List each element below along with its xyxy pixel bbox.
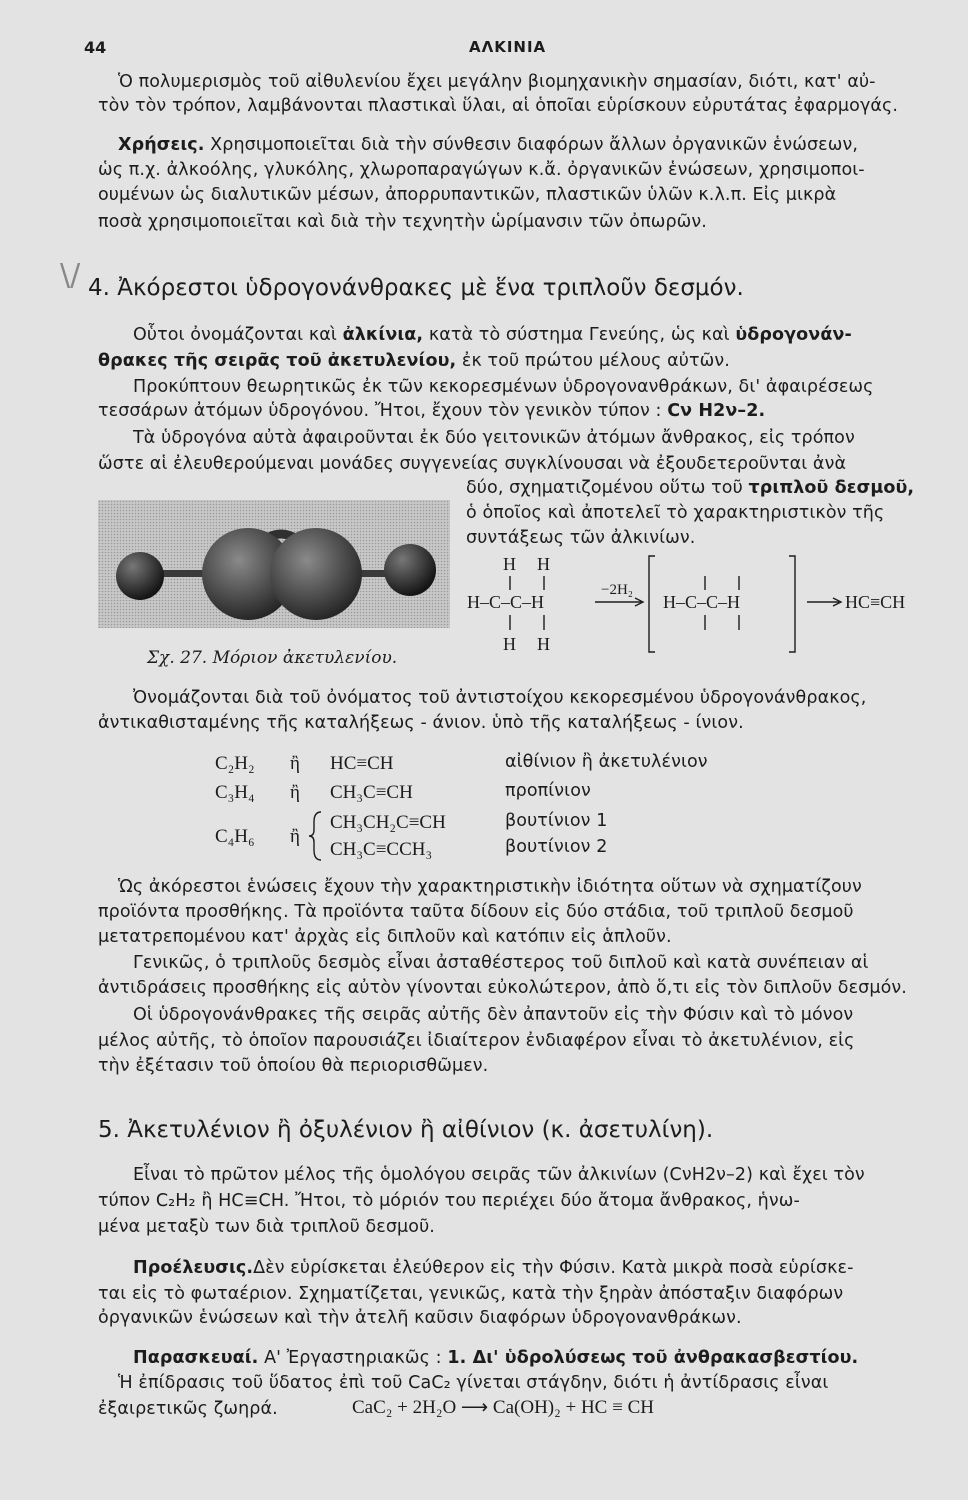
preparation-line-1: [133, 1348, 858, 1368]
compound-2-formula: C₃H₄: [215, 782, 255, 803]
section-4-line-8: ὁ ὁποῖος καὶ ἀποτελεῖ τὸ χαρακτηριστικὸν τῆς: [466, 503, 885, 523]
properties-line-1: Ὡς ἀκόρεστοι ἑνώσεις ἔχουν τὴν χαρακτηριστικὴν ἰδιότητα οὕτων νὰ σχηματίζουν: [118, 877, 862, 897]
h-top-2: H: [537, 554, 550, 574]
s4-l1-b: ἀλκίνια,: [342, 325, 424, 345]
margin-mark: \/: [60, 258, 81, 293]
properties-line-7: μέλος αὐτῆς, τὸ ὁποῖον παρουσιάζει ἰδιαίτερον ἐνδιαφέρον εἶναι τὸ ἀκετυλένιον, εἰς: [98, 1031, 855, 1051]
compound-4-name: βουτίνιον 2: [505, 837, 608, 857]
origin-line-3: ὀργανικῶν ἑνώσεων καὶ τὴν ἀτελῆ καῦσιν διαφόρων ὑδρογονανθράκων.: [98, 1308, 742, 1328]
general-formula: Cν H2ν–2.: [667, 401, 766, 421]
s4-l1-c: κατὰ τὸ σύστημα Γενεύης, ὡς καὶ: [428, 325, 730, 345]
properties-line-8: τὴν ἐξέτασιν τοῦ ὁποίου θὰ περιορισθῶμεν.: [98, 1056, 489, 1076]
compound-3-formula: C₄H₆: [215, 826, 255, 847]
preparation-method: 1. Δι' ὑδρολύσεως τοῦ ἀνθρακασβεστίου.: [447, 1348, 859, 1368]
s4-l2-b: ἐκ τοῦ πρώτου μέλους αὐτῶν.: [461, 351, 730, 371]
h-bottom-1: H: [503, 634, 516, 654]
h-bottom-2: H: [537, 634, 550, 654]
compound-3-structure: CH₃CH₂C≡CH: [330, 812, 446, 833]
compound-3-name: βουτίνιον 1: [505, 811, 608, 831]
intermediate-row: H–C–C–H: [663, 592, 741, 612]
preparation-label: Παρασκευαί.: [133, 1348, 259, 1368]
properties-line-2: προϊόντα προσθήκης. Τὰ προϊόντα ταῦτα δίδουν εἰς δύο στάδια, τοῦ τριπλοῦ δεσμοῦ: [98, 902, 854, 922]
origin-first-text: Δὲν εὑρίσκεται ἐλεύθερον εἰς τὴν Φύσιν. Κατὰ μικρὰ ποσὰ εὑρίσκε-: [253, 1258, 854, 1278]
section-4-line-4: [98, 401, 765, 421]
s4-l4-a: τεσσάρων ἀτόμων ὑδρογόνου. Ἤτοι, ἔχουν τὸν γενικὸν τύπον :: [98, 401, 662, 421]
preparation-line-2: Ἡ ἐπίδρασις τοῦ ὕδατος ἐπὶ τοῦ CaC₂ γίνεται στάγδην, διότι ἡ ἀντίδρασις εἶναι: [118, 1373, 829, 1393]
properties-line-6: Οἱ ὑδρογονάνθρακες τῆς σειρᾶς αὐτῆς δὲν ἀπαντοῦν εἰς τὴν Φύσιν καὶ τὸ μόνον: [133, 1005, 854, 1025]
preparation-equation: CaC₂ + 2H₂O ⟶ Ca(OH)₂ + HC ≡ CH: [352, 1397, 654, 1418]
compound-1-name: αἰθίνιον ἢ ἀκετυλένιον: [505, 752, 708, 772]
compound-3-or: ἢ: [290, 826, 300, 847]
section-5-line-3: μένα μεταξὺ των διὰ τριπλοῦ δεσμοῦ.: [98, 1217, 435, 1237]
intro-line-1: Ὁ πολυμερισμὸς τοῦ αἰθυλενίου ἔχει μεγάλην βιομηχανικὴν σημασίαν, διότι, κατ' αὐ-: [118, 72, 876, 92]
s4-l2-a: θρακες τῆς σειρᾶς τοῦ ἀκετυλενίου,: [98, 351, 457, 371]
preparation-sub: Α' Ἐργαστηριακῶς :: [264, 1348, 442, 1368]
uses-line-2: ὡς π.χ. ἀλκοόλης, γλυκόλης, χλωροπαραγώγων κ.ἄ. ὀργανικῶν ἑνώσεων, χρησιμοποι-: [98, 160, 865, 180]
naming-line-1: Ὀνομάζονται διὰ τοῦ ὀνόματος τοῦ ἀντιστοίχου κεκορεσμένου ὑδρογονάνθρακος,: [133, 688, 867, 708]
uses-line-3: ουμένων ὡς διαλυτικῶν μέσων, ἀπορρυπαντικῶν, πλαστικῶν ὑλῶν κ.λ.π. Εἰς μικρὰ: [98, 185, 837, 205]
origin-line-1: [133, 1258, 854, 1278]
section-4-line-6: ὥστε αἱ ἐλευθερούμεναι μονάδες συγγενείας συγκλίνουσαι νὰ ἐξουδετεροῦνται ἀνὰ: [98, 454, 847, 474]
page-number: 44: [84, 38, 107, 57]
uses-line-4: ποσὰ χρησιμοποιεῖται καὶ διὰ τὴν τεχνητὴν ὡρίμανσιν τῶν ὀπωρῶν.: [98, 212, 707, 232]
reagent-label: −2H₂: [601, 582, 634, 598]
section-4-line-7: [466, 478, 914, 498]
hydrogen-atom-left: [116, 552, 164, 600]
section-5-heading: 5. Ἀκετυλένιον ἢ ὀξυλένιον ἢ αἰθίνιον (κ. ἀσετυλίνη).: [98, 1117, 714, 1143]
compound-4-structure: CH₃C≡CCH₃: [330, 839, 433, 860]
hydrogen-atom-right: [384, 544, 436, 596]
reaction-scheme: [455, 548, 945, 668]
section-4-line-3: Προκύπτουν θεωρητικῶς ἐκ τῶν κεκορεσμένων ὑδρογονανθράκων, δι' ἀφαιρέσεως: [133, 377, 874, 397]
properties-line-5: ἀντιδράσεις προσθήκης εἰς αὐτὸν γίνονται εὐκολώτερον, ἀπὸ ὅ,τι εἰς τὸν διπλοῦν δεσμόν.: [98, 978, 907, 998]
naming-line-2: ἀντικαθισταμένης τῆς καταλήξεως - άνιον. ὑπὸ τῆς καταλήξεως - ίνιον.: [98, 713, 744, 733]
compound-1-or: ἢ: [290, 753, 300, 774]
ethane-row: H–C–C–H: [467, 592, 545, 612]
section-5-line-2: τύπον C₂H₂ ἢ HC≡CH. Ἤτοι, τὸ μόριόν του περιέχει δύο ἄτομα ἄνθρακος, ἡνω-: [98, 1191, 800, 1211]
s4-l1-a: Οὗτοι ὀνομάζονται καὶ: [133, 325, 337, 345]
compound-1-structure: HC≡CH: [330, 753, 394, 774]
section-4-line-5: Τὰ ὑδρογόνα αὐτὰ ἀφαιροῦνται ἐκ δύο γειτονικῶν ἀτόμων ἄνθρακος, εἰς τρόπον: [133, 428, 855, 448]
section-5-line-1: Εἶναι τὸ πρῶτον μέλος τῆς ὁμολόγου σειρᾶς τῶν ἀλκινίων (CνH2ν–2) καὶ ἔχει τὸν: [133, 1165, 865, 1185]
compound-2-structure: CH₃C≡CH: [330, 782, 413, 803]
compound-2-or: ἢ: [290, 782, 300, 803]
properties-line-4: Γενικῶς, ὁ τριπλοῦς δεσμὸς εἶναι ἀσταθέστερος τοῦ διπλοῦ καὶ κατὰ συνέπειαν αἱ: [133, 953, 869, 973]
s4-l7-b: τριπλοῦ δεσμοῦ,: [748, 478, 915, 498]
section-4-line-2: [98, 351, 730, 371]
section-4-line-1: [133, 325, 852, 345]
compound-1-formula: C₂H₂: [215, 753, 255, 774]
uses-first-text: Χρησιμοποιεῖται διὰ τὴν σύνθεσιν διαφόρων ἄλλων ὀργανικῶν ἑνώσεων,: [210, 135, 859, 155]
compound-2-name: προπίνιον: [505, 781, 591, 801]
origin-label: Προέλευσις.: [133, 1258, 254, 1278]
acetylene-model-figure: [98, 500, 450, 628]
running-title: ΑΛΚΙΝΙΑ: [469, 38, 547, 56]
compound-brace: [308, 810, 324, 862]
section-4-heading: 4. Ἀκόρεστοι ὑδρογονάνθρακες μὲ ἕνα τριπλοῦν δεσμόν.: [88, 275, 744, 301]
h-top-1: H: [503, 554, 516, 574]
carbon-atom-right: [270, 528, 362, 620]
origin-line-2: ται εἰς τὸ φωταέριον. Σχηματίζεται, γενικῶς, κατὰ τὴν ξηρὰν ἀπόσταξιν διαφόρων: [98, 1284, 844, 1304]
uses-label: Χρήσεις.: [118, 135, 205, 155]
product-acetylene: HC≡CH: [845, 592, 906, 612]
uses-first-line: [118, 135, 858, 155]
properties-line-3: μετατρεπομένου κατ' ἀρχὰς εἰς διπλοῦν καὶ κατόπιν εἰς ἁπλοῦν.: [98, 927, 672, 947]
figure-caption: Σχ. 27. Μόριον ἀκετυλενίου.: [147, 648, 398, 668]
s4-l1-d: ὑδρογονάν-: [735, 325, 852, 345]
preparation-line-3: ἐξαιρετικῶς ζωηρά.: [98, 1399, 278, 1419]
s4-l7-a: δύο, σχηματιζομένου οὕτω τοῦ: [466, 478, 743, 498]
intro-line-2: τὸν τὸν τρόπον, λαμβάνονται πλαστικαὶ ὕλαι, αἱ ὁποῖαι εὑρίσκουν εὐρυτάτας ἐφαρμογάς.: [98, 96, 899, 116]
section-4-line-9: συντάξεως τῶν ἀλκινίων.: [466, 528, 696, 548]
